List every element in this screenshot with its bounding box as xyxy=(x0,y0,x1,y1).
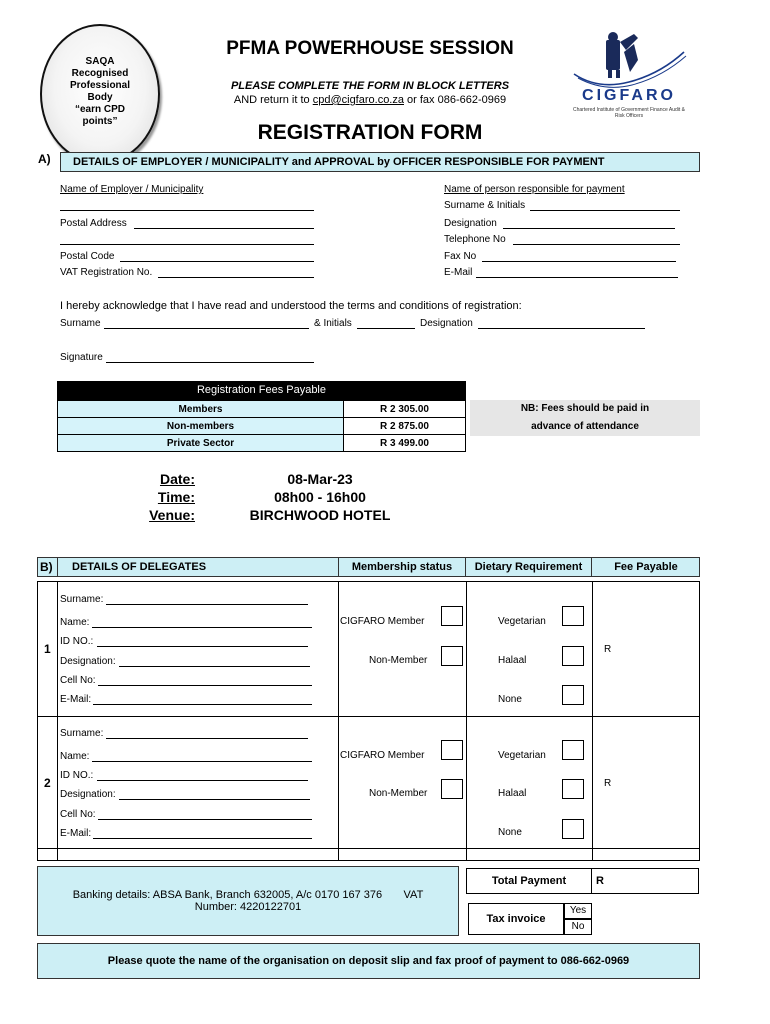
delegate-email-field[interactable] xyxy=(93,694,312,705)
delegate-name-field[interactable] xyxy=(92,617,312,628)
payer-surname-label: Surname & Initials xyxy=(444,200,526,211)
delegate-number: 2 xyxy=(44,776,51,790)
saqa-line: Recognised xyxy=(71,68,129,79)
saqa-badge xyxy=(40,24,160,164)
fees-note-line: NB: Fees should be paid in xyxy=(520,403,650,414)
fee-value: R 2 875.00 xyxy=(344,418,466,435)
member-checkbox[interactable] xyxy=(441,606,463,626)
delegate-designation-field[interactable] xyxy=(119,789,310,800)
payment-instruction: Please quote the name of the organisation on deposit slip and fax proof of payment to 086-662-0969 xyxy=(37,943,700,979)
section-a-letter: A) xyxy=(38,152,51,166)
grid-line xyxy=(57,581,58,861)
non-member-option-label: Non-Member xyxy=(369,655,428,666)
delegate-surname-field[interactable] xyxy=(106,728,308,739)
vat-field[interactable] xyxy=(158,267,314,278)
delegate-number: 1 xyxy=(44,642,51,656)
fee-label: Members xyxy=(58,401,344,418)
none-option-label: None xyxy=(498,827,522,838)
fees-note xyxy=(470,400,700,436)
saqa-line: Body xyxy=(87,92,113,103)
instruction-text: PLEASE COMPLETE THE FORM IN BLOCK LETTERS xyxy=(230,80,510,92)
grid-line xyxy=(592,581,593,861)
banking-line: Banking details: ABSA Bank, Branch 632005, A/c 0170 167 376 VAT xyxy=(72,889,424,901)
ack-initials-label: & Initials xyxy=(314,318,352,329)
fee-value: R 3 499.00 xyxy=(344,435,466,452)
grid-line xyxy=(338,581,339,861)
delegate-name-label: Name: xyxy=(60,617,90,628)
delegate-surname-label: Surname: xyxy=(60,594,104,605)
payer-email-field[interactable] xyxy=(476,267,678,278)
vegetarian-checkbox[interactable] xyxy=(562,606,584,626)
delegate-cell-field[interactable] xyxy=(98,675,312,686)
fee-row xyxy=(58,435,466,452)
fee-payable-field[interactable]: R xyxy=(604,778,612,789)
delegate-id-field[interactable] xyxy=(97,770,308,781)
member-option-label: CIGFARO Member xyxy=(340,616,425,627)
banking-details xyxy=(37,866,459,936)
vegetarian-option-label: Vegetarian xyxy=(498,750,546,761)
payer-designation-field[interactable] xyxy=(503,218,675,229)
delegate-email-label: E-Mail: xyxy=(60,828,92,839)
fees-table xyxy=(57,400,466,452)
employer-heading: Name of Employer / Municipality xyxy=(60,184,204,195)
return-instruction xyxy=(200,94,540,106)
halaal-checkbox[interactable] xyxy=(562,779,584,799)
date-value: 08-Mar-23 xyxy=(287,471,353,487)
payer-fax-field[interactable] xyxy=(482,251,676,262)
fee-value: R 2 305.00 xyxy=(344,401,466,418)
delegate-email-label: E-Mail: xyxy=(60,694,92,705)
saqa-line: points” xyxy=(82,116,118,127)
total-payment-field[interactable]: R xyxy=(591,868,699,894)
signature-label: Signature xyxy=(60,352,103,363)
venue-value: BIRCHWOOD HOTEL xyxy=(249,507,391,523)
time-value: 08h00 - 16h00 xyxy=(274,489,366,505)
logo-tagline: Chartered Institute of Government Finance Audit & Risk Officers xyxy=(572,107,685,119)
banking-line: Number: 4220122701 xyxy=(194,901,302,913)
payer-surname-field[interactable] xyxy=(530,200,680,211)
vegetarian-option-label: Vegetarian xyxy=(498,616,546,627)
payer-designation-label: Designation xyxy=(444,218,497,229)
section-b-divider xyxy=(57,557,58,577)
postal-address-field[interactable] xyxy=(134,218,314,229)
delegate-designation-field[interactable] xyxy=(119,656,310,667)
payer-telephone-label: Telephone No xyxy=(444,234,506,245)
none-checkbox[interactable] xyxy=(562,685,584,705)
date-label: Date: xyxy=(159,471,195,487)
employer-name-field[interactable] xyxy=(60,200,314,211)
none-checkbox[interactable] xyxy=(562,819,584,839)
saqa-badge-text xyxy=(42,56,158,128)
delegate-id-label: ID NO.: xyxy=(60,770,94,781)
total-payment-label: Total Payment xyxy=(466,868,592,894)
tax-invoice-yes-option[interactable]: Yes xyxy=(564,903,592,919)
non-member-option-label: Non-Member xyxy=(369,788,428,799)
vat-label: VAT Registration No. xyxy=(60,267,153,278)
grid-line xyxy=(37,716,700,717)
ack-surname-label: Surname xyxy=(60,318,101,329)
fee-payable-field[interactable]: R xyxy=(604,644,612,655)
non-member-checkbox[interactable] xyxy=(441,646,463,666)
fees-note-line: advance of attendance xyxy=(531,421,639,432)
member-option-label: CIGFARO Member xyxy=(340,750,425,761)
delegate-email-field[interactable] xyxy=(93,828,312,839)
fax-suffix: or fax 086-662-0969 xyxy=(403,94,507,106)
tax-invoice-no-option[interactable]: No xyxy=(564,919,592,935)
col-membership-header: Membership status xyxy=(338,557,466,577)
logo-name: CIGFARO xyxy=(582,87,676,104)
member-checkbox[interactable] xyxy=(441,740,463,760)
venue-label: Venue: xyxy=(149,507,195,523)
page-title: PFMA POWERHOUSE SESSION xyxy=(226,38,514,59)
postal-code-field[interactable] xyxy=(120,251,314,262)
saqa-line: “earn CPD xyxy=(74,104,125,115)
delegate-cell-label: Cell No: xyxy=(60,809,96,820)
grid-line xyxy=(466,581,467,861)
fees-heading: Registration Fees Payable xyxy=(57,381,466,400)
col-dietary-header: Dietary Requirement xyxy=(466,557,592,577)
vegetarian-checkbox[interactable] xyxy=(562,740,584,760)
fee-label: Non-members xyxy=(58,418,344,435)
section-a-heading: DETAILS OF EMPLOYER / MUNICIPALITY and APPROVAL by OFFICER RESPONSIBLE FOR PAYMENT xyxy=(60,152,700,172)
postal-code-label: Postal Code xyxy=(60,251,115,262)
saqa-line: Professional xyxy=(69,80,131,91)
email-link[interactable]: cpd@cigfaro.co.za xyxy=(312,94,404,106)
fee-row xyxy=(58,401,466,418)
delegate-name-field[interactable] xyxy=(92,751,312,762)
ack-designation-field[interactable] xyxy=(478,318,645,329)
signature-field[interactable] xyxy=(106,352,314,363)
ack-designation-label: Designation xyxy=(420,318,473,329)
halaal-checkbox[interactable] xyxy=(562,646,584,666)
col-fee-header: Fee Payable xyxy=(614,561,678,573)
payer-telephone-field[interactable] xyxy=(513,234,680,245)
section-b-title: DETAILS OF DELEGATES xyxy=(72,561,207,573)
non-member-checkbox[interactable] xyxy=(441,779,463,799)
postal-address-label: Postal Address xyxy=(60,218,127,229)
time-label: Time: xyxy=(157,489,195,505)
tax-invoice-label: Tax invoice xyxy=(468,903,564,935)
ack-surname-field[interactable] xyxy=(104,318,309,329)
section-b-letter: B) xyxy=(40,560,53,574)
halaal-option-label: Halaal xyxy=(498,788,527,799)
delegate-id-field[interactable] xyxy=(97,636,308,647)
fee-label: Private Sector xyxy=(58,435,344,452)
cigfaro-logo xyxy=(568,30,690,118)
grid-line xyxy=(37,848,700,849)
form-title: REGISTRATION FORM xyxy=(257,121,483,144)
delegate-name-label: Name: xyxy=(60,751,90,762)
none-option-label: None xyxy=(498,694,522,705)
payer-fax-label: Fax No xyxy=(444,251,477,262)
delegate-surname-label: Surname: xyxy=(60,728,104,739)
payer-heading: Name of person responsible for payment xyxy=(444,184,625,195)
fee-row xyxy=(58,418,466,435)
delegate-surname-field[interactable] xyxy=(106,594,308,605)
ack-initials-field[interactable] xyxy=(357,318,415,329)
delegate-id-label: ID NO.: xyxy=(60,636,94,647)
logo-emblem-icon xyxy=(568,30,690,88)
delegate-designation-label: Designation: xyxy=(60,789,116,800)
acknowledgement-text: I hereby acknowledge that I have read and understood the terms and conditions of registration: xyxy=(60,300,522,312)
delegate-designation-label: Designation: xyxy=(60,656,116,667)
saqa-line: SAQA xyxy=(85,56,115,67)
return-prefix: AND return it to xyxy=(233,94,313,106)
payer-email-label: E-Mail xyxy=(444,267,473,278)
halaal-option-label: Halaal xyxy=(498,655,527,666)
delegate-cell-label: Cell No: xyxy=(60,675,96,686)
delegate-cell-field[interactable] xyxy=(98,809,312,820)
postal-address-field-2[interactable] xyxy=(60,234,314,245)
